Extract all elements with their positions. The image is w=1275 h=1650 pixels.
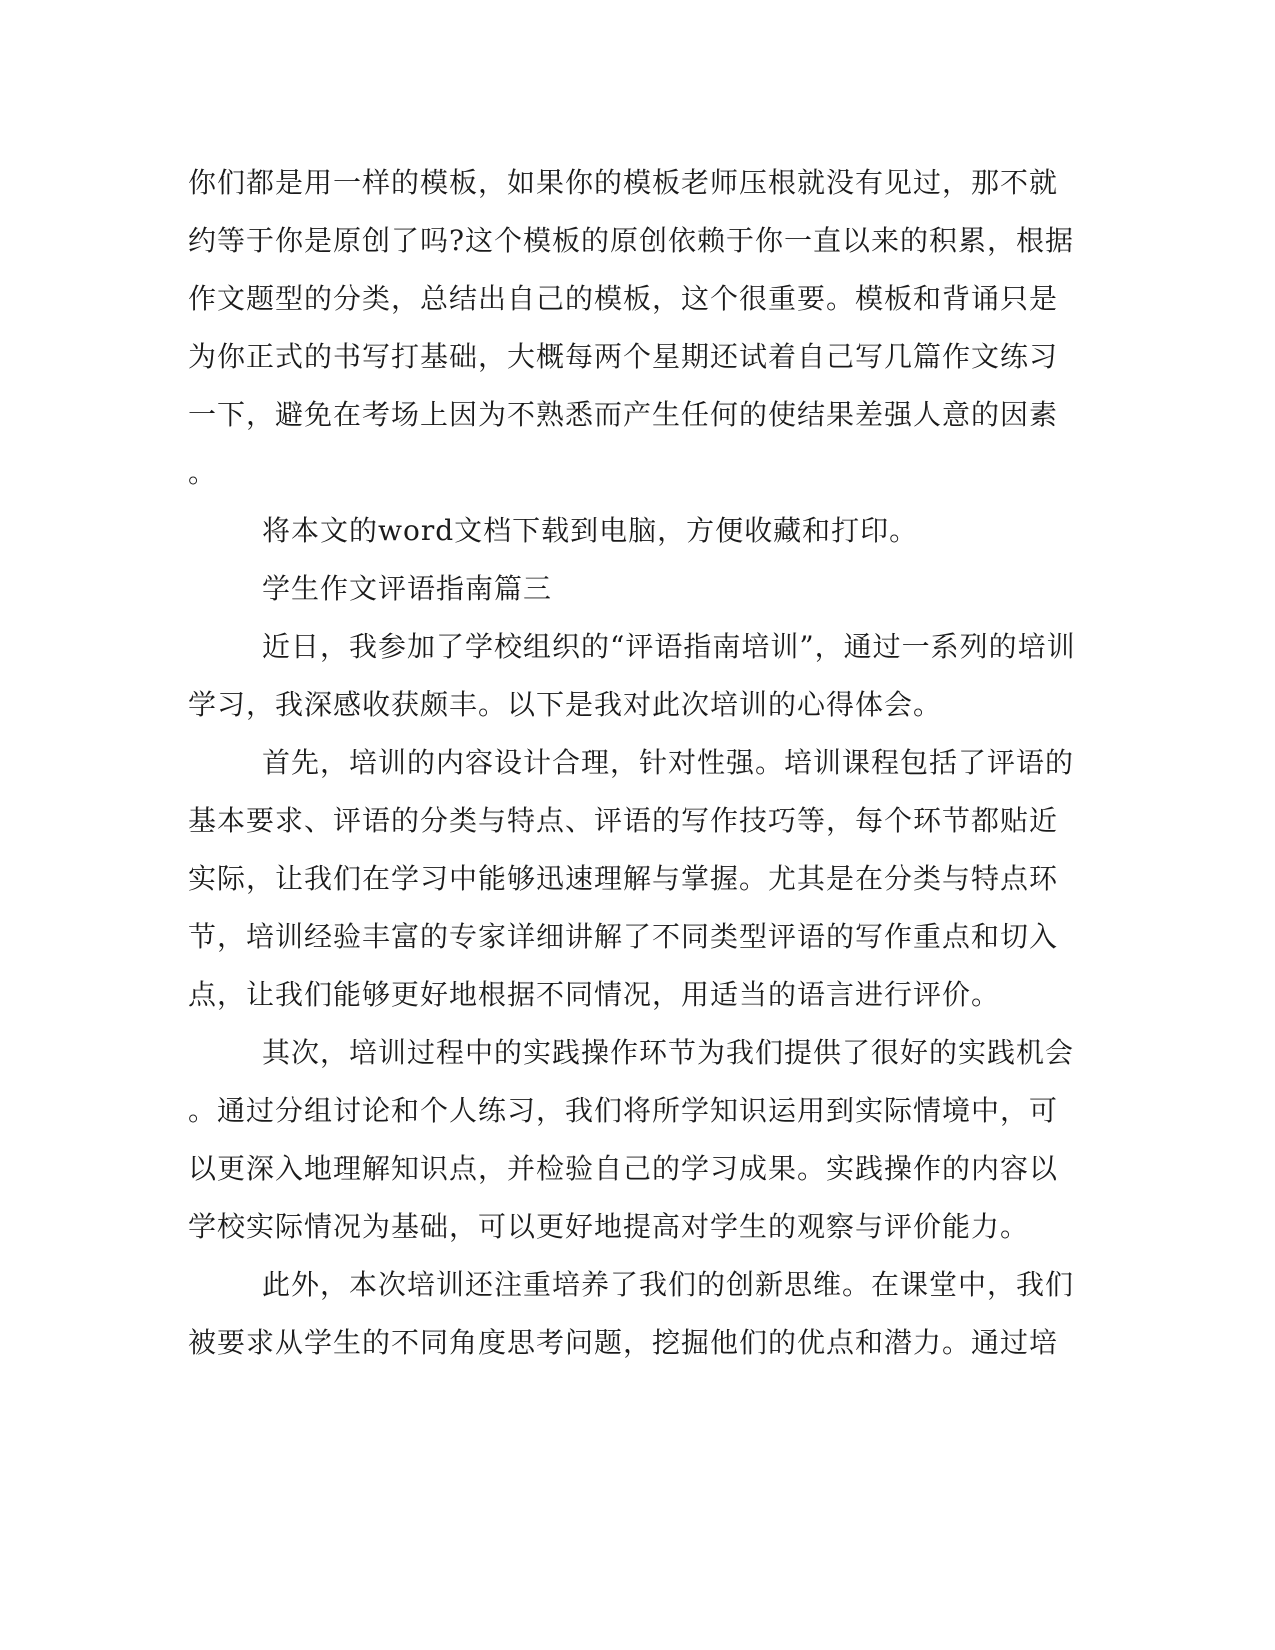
text-line: 以更深入地理解知识点，并检验自己的学习成果。实践操作的内容以: [188, 1152, 1059, 1185]
text-line: 学习，我深感收获颇丰。以下是我对此次培训的心得体会。: [188, 688, 943, 721]
text-line: 约等于你是原创了吗?这个模板的原创依赖于你一直以来的积累，根据: [188, 224, 1075, 257]
text-line: 其次，培训过程中的实践操作环节为我们提供了很好的实践机会: [262, 1036, 1075, 1069]
text-line: 一下，避免在考场上因为不熟悉而产生任何的使结果差强人意的因素: [188, 398, 1059, 431]
text-line: 作文题型的分类，总结出自己的模板，这个很重要。模板和背诵只是: [188, 282, 1059, 315]
text-line: 你们都是用一样的模板，如果你的模板老师压根就没有见过，那不就: [188, 166, 1059, 199]
text-line: 此外，本次培训还注重培养了我们的创新思维。在课堂中，我们: [262, 1268, 1075, 1301]
text-line: 。: [188, 456, 218, 489]
section-heading: 学生作文评语指南篇三: [262, 572, 553, 605]
text-line: 学校实际情况为基础，可以更好地提高对学生的观察与评价能力。: [188, 1210, 1030, 1243]
text-line: 首先，培训的内容设计合理，针对性强。培训课程包括了评语的: [262, 746, 1075, 779]
text-line: 近日，我参加了学校组织的“评语指南培训”，通过一系列的培训: [262, 630, 1076, 663]
text-line: 点，让我们能够更好地根据不同情况，用适当的语言进行评价。: [188, 978, 1001, 1011]
text-line: 节，培训经验丰富的专家详细讲解了不同类型评语的写作重点和切入: [188, 920, 1059, 953]
text-line: 实际，让我们在学习中能够迅速理解与掌握。尤其是在分类与特点环: [188, 862, 1059, 895]
text-line: 基本要求、评语的分类与特点、评语的写作技巧等，每个环节都贴近: [188, 804, 1059, 837]
text-line: 。通过分组讨论和个人练习，我们将所学知识运用到实际情境中，可: [188, 1094, 1059, 1127]
text-line: 被要求从学生的不同角度思考问题，挖掘他们的优点和潜力。通过培: [188, 1326, 1059, 1359]
text-line: 将本文的word文档下载到电脑，方便收藏和打印。: [262, 514, 919, 547]
text-line: 为你正式的书写打基础，大概每两个星期还试着自己写几篇作文练习: [188, 340, 1059, 373]
